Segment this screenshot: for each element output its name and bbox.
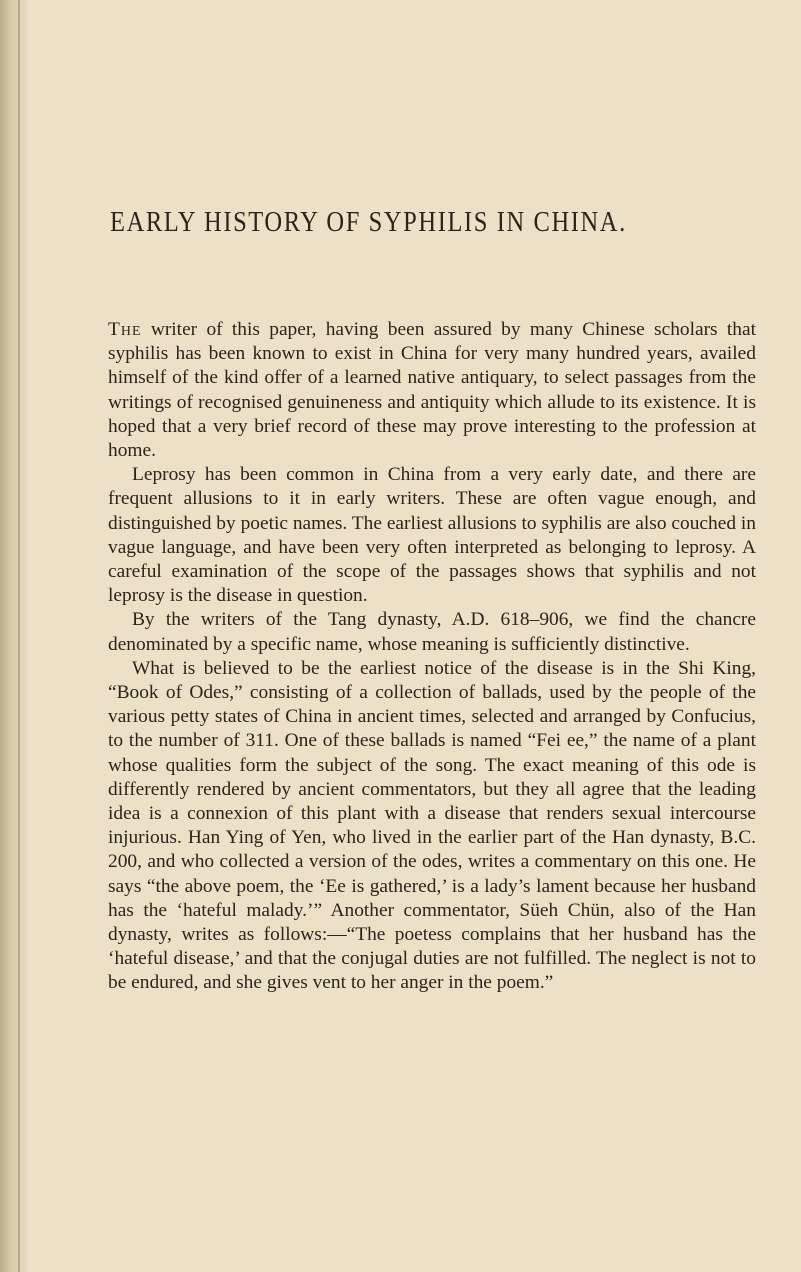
page-title: EARLY HISTORY OF SYPHILIS IN CHINA. — [110, 206, 627, 238]
paragraph-1-text: writer of this paper, having been assured by many Chinese scholars that syphilis has been known to exist in China for very many hundred years, availed himself of the kind offer of a learned native antiquary, to select passages from the writings of recognised genuineness and antiquity which allude to its existence. It is hoped that a very brief record of these may prove interesting to the profession at home. — [108, 319, 756, 462]
page-binding-edge — [0, 0, 28, 1272]
paragraph-1 — [108, 318, 756, 463]
paragraph-4: What is believed to be the earliest notice of the disease is in the Shi King, “Book of Odes,” consisting of a collection of ballads, used by the people of the various petty states of China in ancient times, selected and arranged by Confucius, to the number of 311. One of these ballads is named “Fei ee,” the name of a plant whose qualities form the subject of the song. The exact meaning of this ode is differently rendered by ancient commentators, but they all agree that the leading idea is a connexion of this plant with a disease that renders sexual intercourse injurious. Han Ying of Yen, who lived in the earlier part of the Han dynasty, B.C. 200, and who collected a version of the odes, writes a commentary on this one. He says “the above poem, the ‘Ee is gathered,’ is a lady’s lament because her husband has the ‘hateful malady.’” Another commentator, Süeh Chün, also of the Han dynasty, writes as follows:—“The poetess complains that her husband has the ‘hateful disease,’ and that the conjugal duties are not fulfilled. The neglect is not to be endured, and she gives vent to her anger in the poem.” — [108, 657, 756, 994]
paragraph-2: Leprosy has been common in China from a very early date, and there are frequent allusions to it in early writers. These are often vague enough, and distinguished by poetic names. The earliest allusions to syphilis are also couched in vague language, and have been very often interpreted as belonging to leprosy. A careful examination of the scope of the passages shows that syphilis and not leprosy is the disease in question. — [108, 464, 756, 607]
article-body — [108, 318, 756, 996]
paragraph-3: By the writers of the Tang dynasty, A.D. 618–906, we find the chancre denominated by a specific name, whose meaning is sufficiently distinctive. — [108, 609, 756, 655]
paragraph-1-lead: The — [108, 319, 142, 340]
page-binding-line — [18, 0, 20, 1272]
